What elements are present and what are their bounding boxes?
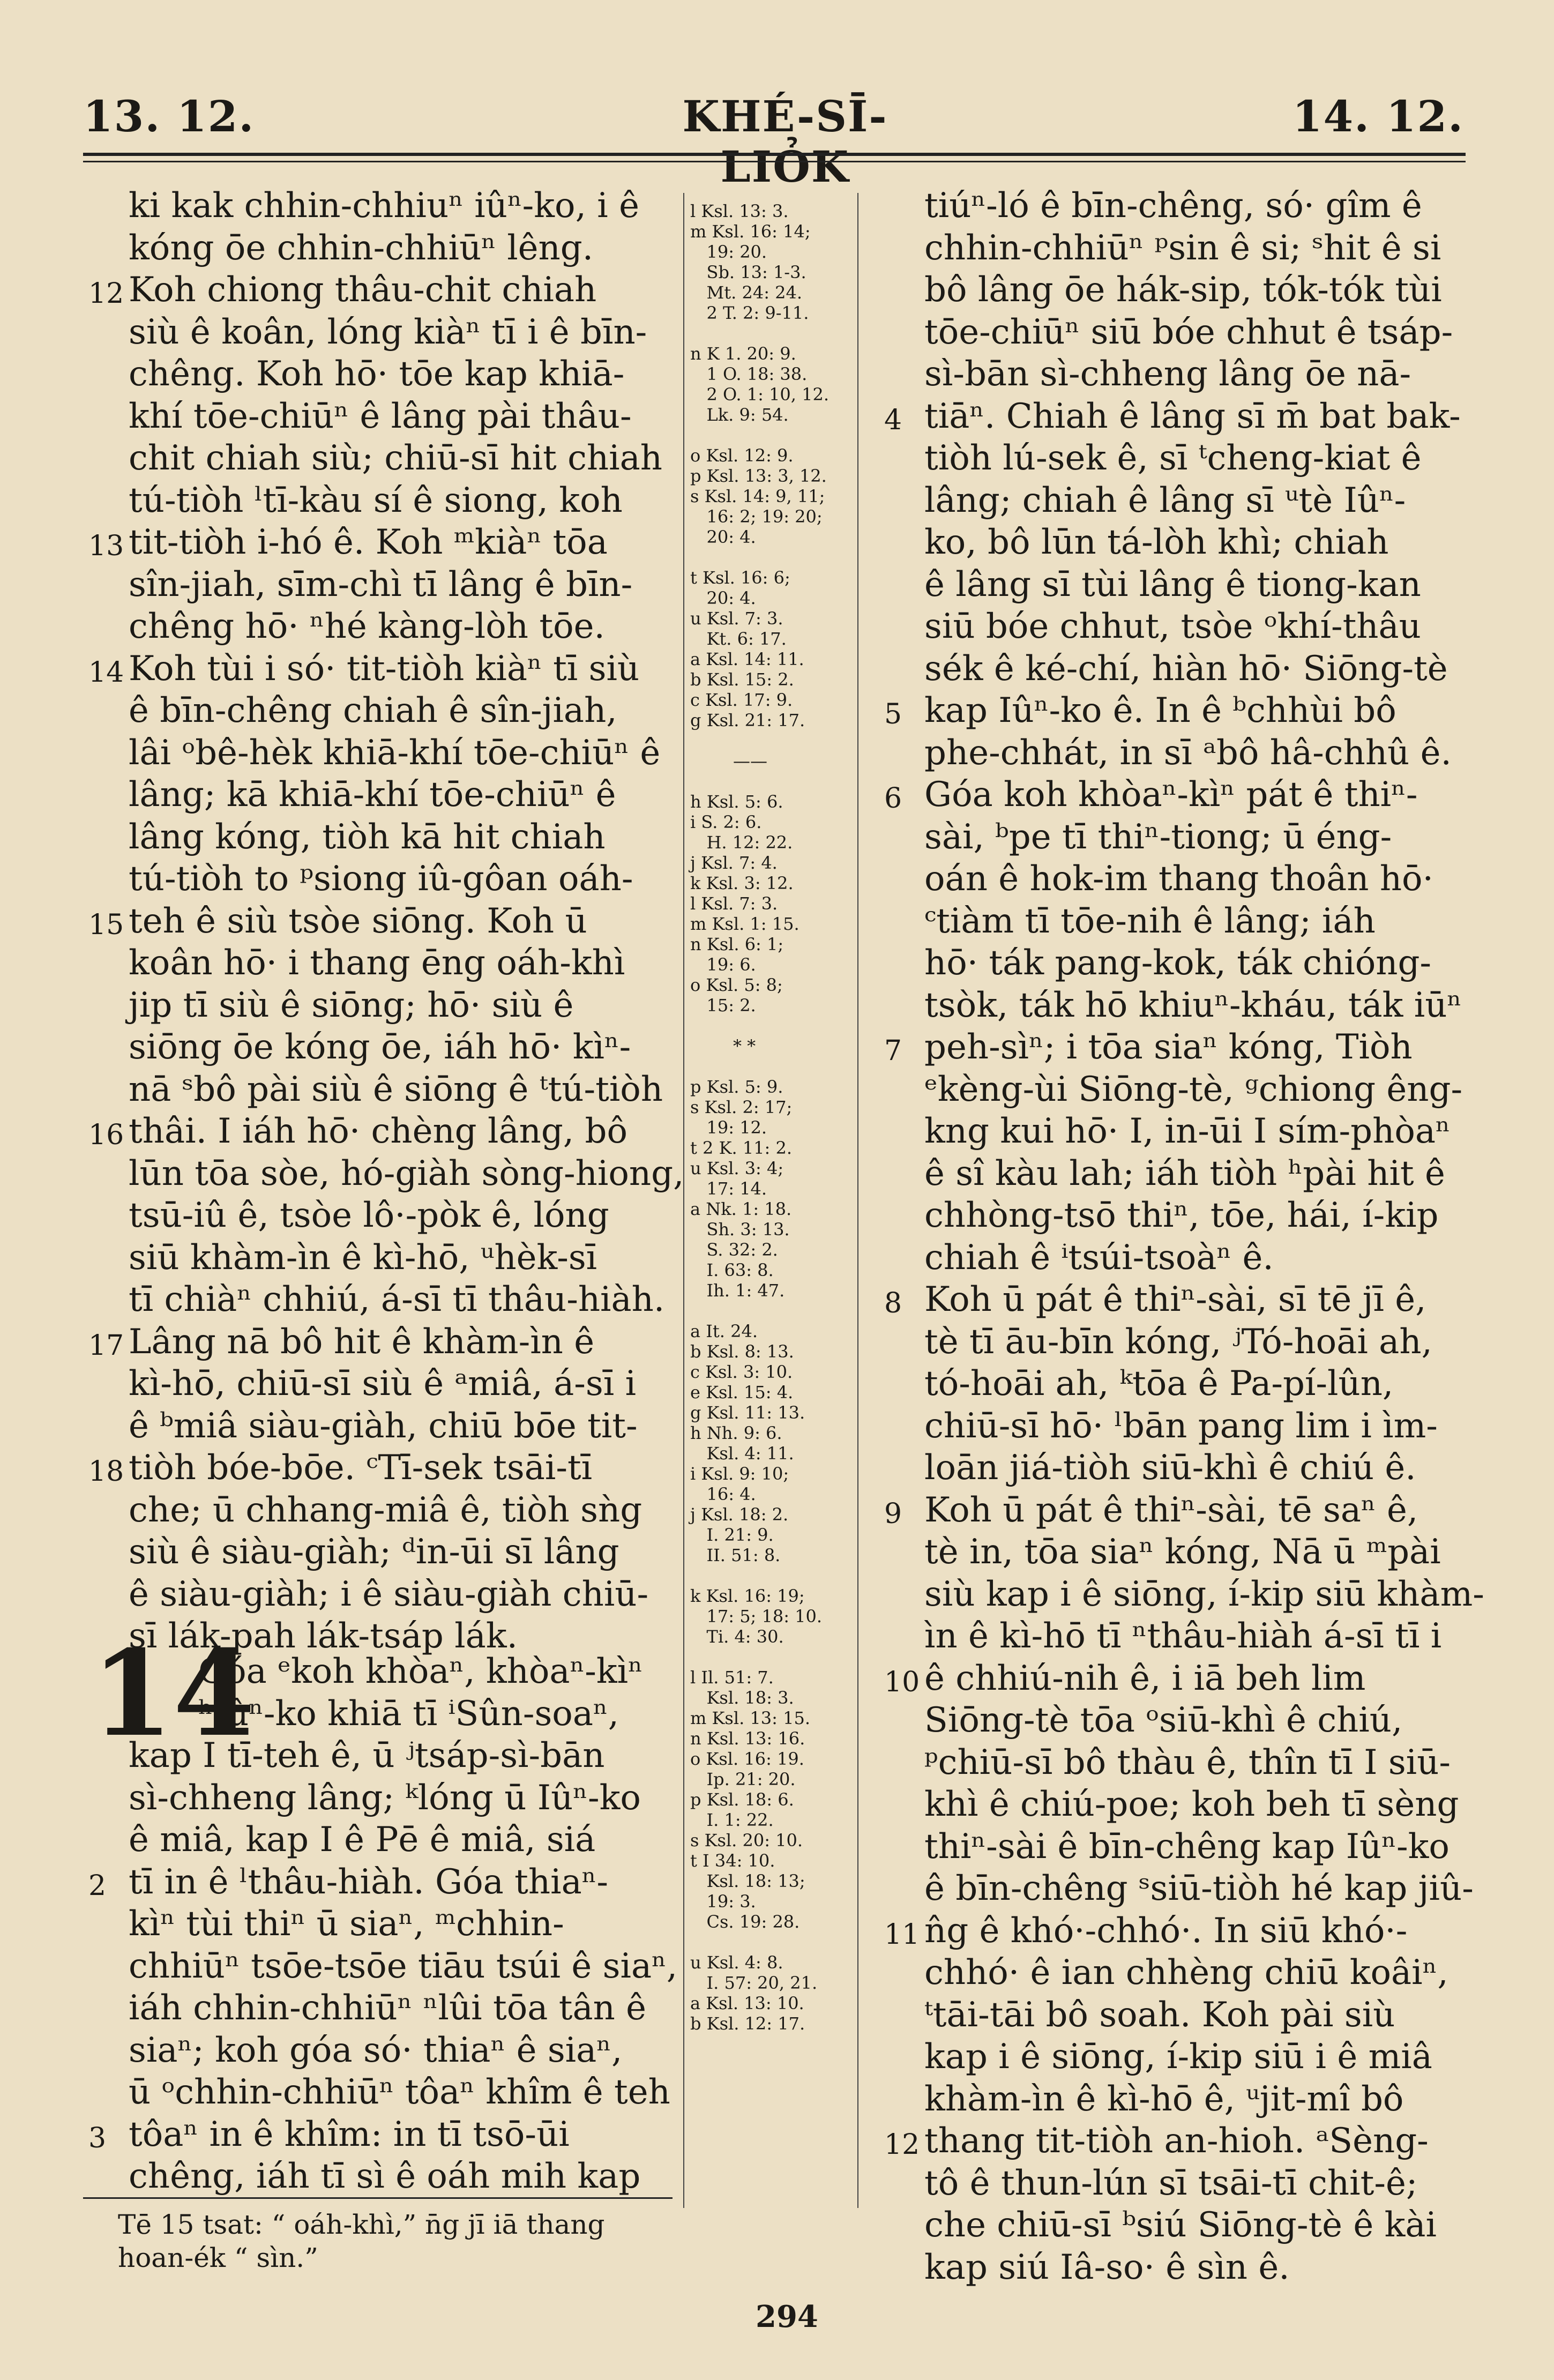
text-line: sì-chheng lâng; ᵏlóng ū Iûⁿ-ko <box>129 1778 641 1818</box>
reference-entry: j Ksl. 7: 4. <box>690 853 778 873</box>
reference-entry: Kt. 6: 17. <box>690 629 787 649</box>
chapter-number: 14 <box>91 1624 256 1763</box>
reference-entry: 19: 20. <box>690 242 767 262</box>
text-line: chiah ê ⁱtsúi-tsoàⁿ ê. <box>924 1237 1274 1278</box>
text-line: n̂g ê khó·-chhó·. In siū khó·- <box>924 1911 1408 1951</box>
verse-number: 3 <box>88 2122 107 2154</box>
text-line: sék ê ké-chí, hiàn hō· Siōng-tè <box>924 648 1448 689</box>
reference-entry: g Ksl. 21: 17. <box>690 710 805 730</box>
text-line: sì-bān sì-chheng lâng ōe nā- <box>924 354 1411 394</box>
text-line: lâi ᵒbê-hèk khiā-khí tōe-chiūⁿ ê <box>129 733 661 773</box>
text-line: tōe-chiūⁿ siū bóe chhut ê tsáp- <box>924 312 1453 352</box>
text-line: Góa koh khòaⁿ-kìⁿ pát ê thiⁿ- <box>924 775 1418 815</box>
reference-entry: a It. 24. <box>690 1321 758 1341</box>
text-line: Góa ᵉkoh khòaⁿ, khòaⁿ-kìⁿ <box>198 1652 643 1691</box>
reference-entry: n K 1. 20: 9. <box>690 344 796 364</box>
verse-number: 13 <box>88 530 124 562</box>
reference-entry: a Nk. 1: 18. <box>690 1199 792 1219</box>
reference-entry: 16: 4. <box>690 1484 756 1504</box>
reference-entry: p Ksl. 18: 6. <box>690 1789 794 1810</box>
text-line: lūn tōa sòe, hó-giàh sòng-hiong, <box>129 1153 684 1193</box>
text-line: sī lák-pah lák-tsáp lák. <box>129 1616 518 1656</box>
text-line: thang tit-tiòh an-hioh. ᵃSèng- <box>924 2121 1429 2161</box>
text-line: lâng kóng, tiòh kā hit chiah <box>129 817 606 857</box>
verse-number: 17 <box>88 1329 124 1362</box>
verse-number: 6 <box>884 782 902 815</box>
reference-entry: Lk. 9: 54. <box>690 405 789 425</box>
column-divider-left <box>683 193 684 2208</box>
verse-number: 5 <box>884 698 902 730</box>
reference-entry: H. 12: 22. <box>690 832 793 853</box>
chapter-14-text <box>129 1651 678 2198</box>
text-line: chiū-sī hō· ˡbān pang lim i ìm- <box>924 1406 1438 1446</box>
text-line: ū ᵒchhin-chhiūⁿ tôaⁿ khîm ê teh <box>129 2072 670 2112</box>
reference-entry: c Ksl. 3: 10. <box>690 1362 793 1382</box>
reference-entry: I. 21: 9. <box>690 1525 774 1545</box>
verse-number: 18 <box>88 1456 124 1488</box>
reference-entry <box>690 730 851 751</box>
reference-entry: l Il. 51: 7. <box>690 1667 774 1688</box>
verse-number: 2 <box>88 1869 107 1902</box>
reference-entry: i Ksl. 9: 10; <box>690 1464 789 1484</box>
text-line: che; ū chhang-miâ ê, tiòh sǹg <box>129 1490 642 1530</box>
reference-entry: 19: 3. <box>690 1891 756 1912</box>
text-line: chhin-chhiūⁿ ᵖsin ê si; ˢhit ê si <box>924 228 1441 268</box>
text-line: koân hō· i thang ēng oáh-khì <box>129 943 625 983</box>
text-line: tiòh bóe-bōe. ᶜTī-sek tsāi-tī <box>129 1448 593 1488</box>
text-line: tsòk, ták hō khiuⁿ-kháu, ták iūⁿ <box>924 985 1462 1025</box>
reference-entry: I. 1: 22. <box>690 1810 774 1830</box>
reference-entry: b Ksl. 15: 2. <box>690 669 794 690</box>
text-line: kap i ê siōng, í-kip siū i ê miâ <box>924 2037 1432 2077</box>
verse-number: 9 <box>884 1497 902 1530</box>
verse-number: 4 <box>884 404 902 436</box>
text-line: ki kak chhin-chhiuⁿ iûⁿ-ko, i ê <box>129 186 639 226</box>
text-line: ê bīn-chêng chiah ê sîn-jiah, <box>129 691 617 730</box>
text-line: tè in, tōa siaⁿ kóng, Nā ū ᵐpài <box>924 1532 1441 1572</box>
text-line: che chiū-sī ᵇsiú Siōng-tè ê kài <box>924 2205 1437 2245</box>
text-line: khàm-ìn ê kì-hō ê, ᵘjit-mî bô <box>924 2079 1404 2119</box>
text-line: kap I tī-teh ê, ū ʲtsáp-sì-bān <box>129 1736 605 1775</box>
reference-entry: o Ksl. 16: 19. <box>690 1749 804 1769</box>
reference-entry: i S. 2: 6. <box>690 812 762 832</box>
reference-entry: Ksl. 18: 3. <box>690 1688 794 1708</box>
reference-entry: Cs. 19: 28. <box>690 1912 800 1932</box>
reference-entry: 19: 6. <box>690 954 756 975</box>
reference-entry: S. 32: 2. <box>690 1240 778 1260</box>
text-line: siù kap i ê siōng, í-kip siū khàm- <box>924 1574 1484 1614</box>
reference-entry: c Ksl. 17: 9. <box>690 690 793 710</box>
reference-entry: a Ksl. 14: 11. <box>690 649 804 669</box>
text-line: siū bóe chhut, tsòe ᵒkhí-thâu <box>924 607 1421 646</box>
text-line: peh-sìⁿ; i tōa siaⁿ kóng, Tiòh <box>924 1027 1413 1067</box>
verse-number: 7 <box>884 1035 902 1067</box>
reference-entry: 19: 12. <box>690 1117 767 1138</box>
text-line: kap siú Iâ-so· ê sìn ê. <box>924 2247 1290 2287</box>
reference-entry <box>690 1565 851 1586</box>
reference-entry: Ti. 4: 30. <box>690 1627 784 1647</box>
footnote <box>118 2208 605 2274</box>
reference-entry: b Ksl. 8: 13. <box>690 1341 794 1362</box>
reference-entry: 2 T. 2: 9-11. <box>690 303 809 323</box>
text-line: kap Iûⁿ-ko ê. In ê ᵇchhùi bô <box>924 691 1396 730</box>
reference-entry: 1 O. 18: 38. <box>690 364 808 384</box>
reference-entry <box>690 1301 851 1321</box>
reference-entry: k Ksl. 3: 12. <box>690 873 794 893</box>
text-line: ê sî kàu lah; iáh tiòh ʰpài hit ê <box>924 1153 1445 1193</box>
reference-entry: u Ksl. 7: 3. <box>690 608 783 629</box>
text-line: tiúⁿ-ló ê bīn-chêng, só· gîm ê <box>924 186 1422 226</box>
reference-entry: t 2 K. 11: 2. <box>690 1138 793 1158</box>
text-line: tó-hoāi ah, ᵏtōa ê Pa-pí-lûn, <box>924 1364 1394 1404</box>
text-line: phe-chhát, in sī ᵃbô hâ-chhû ê. <box>924 733 1452 773</box>
text-line: chêng. Koh hō· tōe kap khiā- <box>129 354 625 394</box>
reference-entry: 15: 2. <box>690 995 756 1016</box>
reference-entry: 20: 4. <box>690 527 756 547</box>
cross-references <box>690 201 851 2034</box>
reference-entry <box>690 323 851 344</box>
text-line: ê chhiú-nih ê, i iā beh lim <box>924 1658 1366 1698</box>
text-line: siōng ōe kóng ōe, iáh hō· kìⁿ- <box>129 1027 631 1067</box>
text-line: hō· ták pang-kok, ták chióng- <box>924 943 1432 983</box>
text-line: iáh chhin-chhiūⁿ ⁿlûi tōa tân ê <box>129 1988 647 2028</box>
text-line: chhiūⁿ tsōe-tsōe tiāu tsúi ê siaⁿ, <box>129 1946 678 1986</box>
reference-entry: p Ksl. 13: 3, 12. <box>690 466 827 486</box>
column-divider-right <box>857 193 858 2208</box>
text-line: tī in ê ˡthâu-hiàh. Góa thiaⁿ- <box>129 1862 609 1902</box>
reference-entry: s Ksl. 14: 9, 11; <box>690 486 825 506</box>
text-line: thiⁿ-sài ê bīn-chêng kap Iûⁿ-ko <box>924 1826 1450 1867</box>
text-line: kì-hō, chiū-sī siù ê ᵃmiâ, á-sī i <box>129 1364 637 1404</box>
text-line: khì ê chiú-poe; koh beh tī sèng <box>924 1785 1459 1824</box>
text-line: thâi. I iáh hō· chèng lâng, bô <box>129 1111 627 1151</box>
left-column-text <box>129 185 684 1658</box>
verse-number: 12 <box>884 2129 920 2161</box>
text-line: tsū-iû ê, tsòe lô·-pòk ê, lóng <box>129 1196 609 1235</box>
reference-entry: 17: 5; 18: 10. <box>690 1606 823 1627</box>
reference-entry: h Ksl. 5: 6. <box>690 792 783 812</box>
verse-number: 14 <box>88 656 124 689</box>
text-line: kìⁿ tùi thiⁿ ū siaⁿ, ᵐchhin- <box>129 1904 564 1944</box>
verse-number: 12 <box>88 278 124 310</box>
reference-entry: Ip. 21: 20. <box>690 1769 796 1789</box>
reference-entry: g Ksl. 11: 13. <box>690 1402 805 1423</box>
text-line: Koh ū pát ê thiⁿ-sài, tē saⁿ ê, <box>924 1490 1418 1530</box>
reference-entry: II. 51: 8. <box>690 1545 781 1565</box>
text-line: teh ê siù tsòe siōng. Koh ū <box>129 901 587 941</box>
text-line: bô lâng ōe hák-sip, tók-tók tùi <box>924 270 1442 310</box>
reference-entry: 17: 14. <box>690 1178 767 1199</box>
right-column-text <box>924 185 1484 2288</box>
reference-separator: —— <box>733 751 767 771</box>
text-line: chit chiah siù; chiū-sī hit chiah <box>129 438 662 478</box>
reference-entry: Ksl. 4: 11. <box>690 1443 794 1464</box>
text-line: tú-tiòh to ᵖsiong iû-gôan oáh- <box>129 859 633 899</box>
reference-separator: * * <box>733 1036 756 1056</box>
text-line: ʰIûⁿ-ko khiā tī ⁱSûn-soaⁿ, <box>198 1693 619 1734</box>
reference-entry: n Ksl. 6: 1; <box>690 934 784 954</box>
reference-entry: h Nh. 9: 6. <box>690 1423 782 1443</box>
text-line: Lâng nā bô hit ê khàm-ìn ê <box>129 1322 595 1362</box>
text-line: kóng ōe chhin-chhiūⁿ lêng. <box>129 228 594 268</box>
reference-entry: l Ksl. 7: 3. <box>690 893 778 914</box>
reference-entry: m Ksl. 16: 14; <box>690 221 811 242</box>
text-line: siū khàm-ìn ê kì-hō, ᵘhèk-sī <box>129 1237 597 1278</box>
text-line: lâng; kā khiā-khí tōe-chiūⁿ ê <box>129 775 616 815</box>
text-line: Siōng-tè tōa ᵒsiū-khì ê chiú, <box>924 1700 1403 1740</box>
reference-entry: 20: 4. <box>690 588 756 608</box>
reference-entry: k Ksl. 16: 19; <box>690 1586 805 1606</box>
reference-entry: 2 O. 1: 10, 12. <box>690 384 830 405</box>
text-line: tiòh lú-sek ê, sī ᵗcheng-kiat ê <box>924 438 1422 478</box>
reference-entry: Sb. 13: 1-3. <box>690 262 806 282</box>
text-line: ᵖchiū-sī bô thàu ê, thîn tī I siū- <box>924 1742 1451 1782</box>
text-line: chêng, iáh tī sì ê oáh mih kap <box>129 2157 641 2196</box>
reference-entry <box>690 1056 851 1077</box>
verse-number: 15 <box>88 908 124 941</box>
text-line: chhó· ê ian chhèng chiū koâiⁿ, <box>924 1953 1448 1993</box>
reference-entry: s Ksl. 20: 10. <box>690 1830 803 1851</box>
reference-entry <box>690 547 851 568</box>
header-right-ref: 14. 12. <box>1292 91 1464 141</box>
reference-entry: b Ksl. 12: 17. <box>690 2013 805 2034</box>
reference-entry: Sh. 3: 13. <box>690 1219 790 1240</box>
text-line: tú-tiòh ˡtī-kàu sí ê siong, koh <box>129 480 623 520</box>
reference-entry: a Ksl. 13: 10. <box>690 1993 804 2013</box>
reference-entry: m Ksl. 1: 15. <box>690 914 800 934</box>
text-line: ê ᵇmiâ siàu-giàh, chiū bōe tit- <box>129 1406 638 1446</box>
text-line: tôaⁿ in ê khîm: in tī tsō-ūi <box>129 2114 570 2154</box>
footnote-line-2: hoan-ék “ sìn.” <box>118 2242 318 2273</box>
reference-entry: u Ksl. 3: 4; <box>690 1158 784 1178</box>
reference-entry: t I 34: 10. <box>690 1851 775 1871</box>
reference-entry: Mt. 24: 24. <box>690 282 803 303</box>
text-line: ìn ê kì-hō tī ⁿthâu-hiàh á-sī tī i <box>924 1616 1442 1656</box>
verse-number: 10 <box>884 1666 920 1698</box>
reference-entry <box>690 1647 851 1667</box>
text-line: ê lâng sī tùi lâng ê tiong-kan <box>924 564 1421 605</box>
text-line: tiāⁿ. Chiah ê lâng sī m̄ bat bak- <box>924 396 1461 436</box>
reference-entry: Ksl. 18: 13; <box>690 1871 805 1891</box>
reference-entry <box>690 1932 851 1952</box>
reference-entry <box>690 1016 851 1036</box>
reference-entry: s Ksl. 2: 17; <box>690 1097 793 1117</box>
text-line: kng kui hō· I, in-ūi I sím-phòaⁿ <box>924 1111 1451 1151</box>
text-line: nā ˢbô pài siù ê siōng ê ᵗtú-tiòh <box>129 1069 663 1109</box>
text-line: tô ê thun-lún sī tsāi-tī chit-ê; <box>924 2163 1418 2203</box>
reference-entry <box>690 771 851 792</box>
reference-entry: e Ksl. 15: 4. <box>690 1382 794 1402</box>
reference-entry: 16: 2; 19: 20; <box>690 506 823 527</box>
reference-entry: j Ksl. 18: 2. <box>690 1504 789 1525</box>
reference-entry: m Ksl. 13: 15. <box>690 1708 810 1728</box>
verse-number: 11 <box>884 1918 920 1951</box>
header-left-ref: 13. 12. <box>83 91 255 141</box>
text-line: Koh tùi i só· tit-tiòh kiàⁿ tī siù <box>129 648 640 689</box>
text-line: chêng hō· ⁿhé kàng-lòh tōe. <box>129 607 605 646</box>
text-line: ᶜtiàm tī tōe-nih ê lâng; iáh <box>924 901 1376 941</box>
header-rule <box>83 153 1466 156</box>
text-line: sîn-jiah, sīm-chì tī lâng ê bīn- <box>129 564 633 605</box>
text-line: oán ê hok-im thang thoân hō· <box>924 859 1433 899</box>
text-line: tī chiàⁿ chhiú, á-sī tī thâu-hiàh. <box>129 1280 665 1319</box>
text-line: ᵗtāi-tāi bô soah. Koh pài siù <box>924 1995 1395 2035</box>
reference-entry: I. 63: 8. <box>690 1260 774 1280</box>
reference-entry: I. 57: 20, 21. <box>690 1973 818 1993</box>
text-line: siù ê koân, lóng kiàⁿ tī i ê bīn- <box>129 312 647 352</box>
text-line: ko, bô lūn tá-lòh khì; chiah <box>924 523 1389 562</box>
verse-number: 8 <box>884 1287 902 1319</box>
text-line: tè tī āu-bīn kóng, ʲTó-hoāi ah, <box>924 1322 1432 1362</box>
text-line: loān jiá-tiòh siū-khì ê chiú ê. <box>924 1448 1416 1488</box>
text-line: tit-tiòh i-hó ê. Koh ᵐkiàⁿ tōa <box>129 523 608 562</box>
page-number: 294 <box>756 2299 818 2334</box>
text-line: siaⁿ; koh góa só· thiaⁿ ê siaⁿ, <box>129 2030 623 2070</box>
reference-entry: t Ksl. 16: 6; <box>690 568 790 588</box>
text-line: lâng; chiah ê lâng sī ᵘtè Iûⁿ- <box>924 480 1406 520</box>
text-line: Koh ū pát ê thiⁿ-sài, sī tē jī ê, <box>924 1280 1426 1319</box>
text-line: khí tōe-chiūⁿ ê lâng pài thâu- <box>129 396 632 436</box>
reference-entry: l Ksl. 13: 3. <box>690 201 789 221</box>
text-line: chhòng-tsō thiⁿ, tōe, hái, í-kip <box>924 1196 1439 1235</box>
text-line: ê miâ, kap I ê Pē ê miâ, siá <box>129 1820 596 1860</box>
verse-number: 16 <box>88 1119 124 1151</box>
text-line: jip tī siù ê siōng; hō· siù ê <box>129 985 574 1025</box>
text-line: ê bīn-chêng ˢsiū-tiòh hé kap jiû- <box>924 1869 1474 1908</box>
reference-entry: n Ksl. 13: 16. <box>690 1728 805 1749</box>
text-line: ᵉkèng-ùi Siōng-tè, ᵍchiong êng- <box>924 1069 1463 1109</box>
reference-entry: o Ksl. 12: 9. <box>690 445 794 466</box>
header-rule-thin <box>83 161 1466 162</box>
footnote-rule <box>83 2197 673 2199</box>
text-line: siù ê siàu-giàh; ᵈin-ūi sī lâng <box>129 1532 619 1572</box>
reference-entry: p Ksl. 5: 9. <box>690 1077 783 1097</box>
reference-entry: u Ksl. 4: 8. <box>690 1952 783 1973</box>
reference-entry <box>690 425 851 445</box>
reference-entry: o Ksl. 5: 8; <box>690 975 783 995</box>
reference-entry: Ih. 1: 47. <box>690 1280 785 1301</box>
text-line: Koh chiong thâu-chit chiah <box>129 270 597 310</box>
text-line: ê siàu-giàh; i ê siàu-giàh chiū- <box>129 1574 649 1614</box>
text-line: sài, ᵇpe tī thiⁿ-tiong; ū éng- <box>924 817 1392 857</box>
footnote-line-1: Tē 15 tsat: “ oáh-khì,” n̄g jī iā thang <box>118 2209 605 2240</box>
page-title: KHÉ-SĪ-LIỎK <box>682 91 888 192</box>
